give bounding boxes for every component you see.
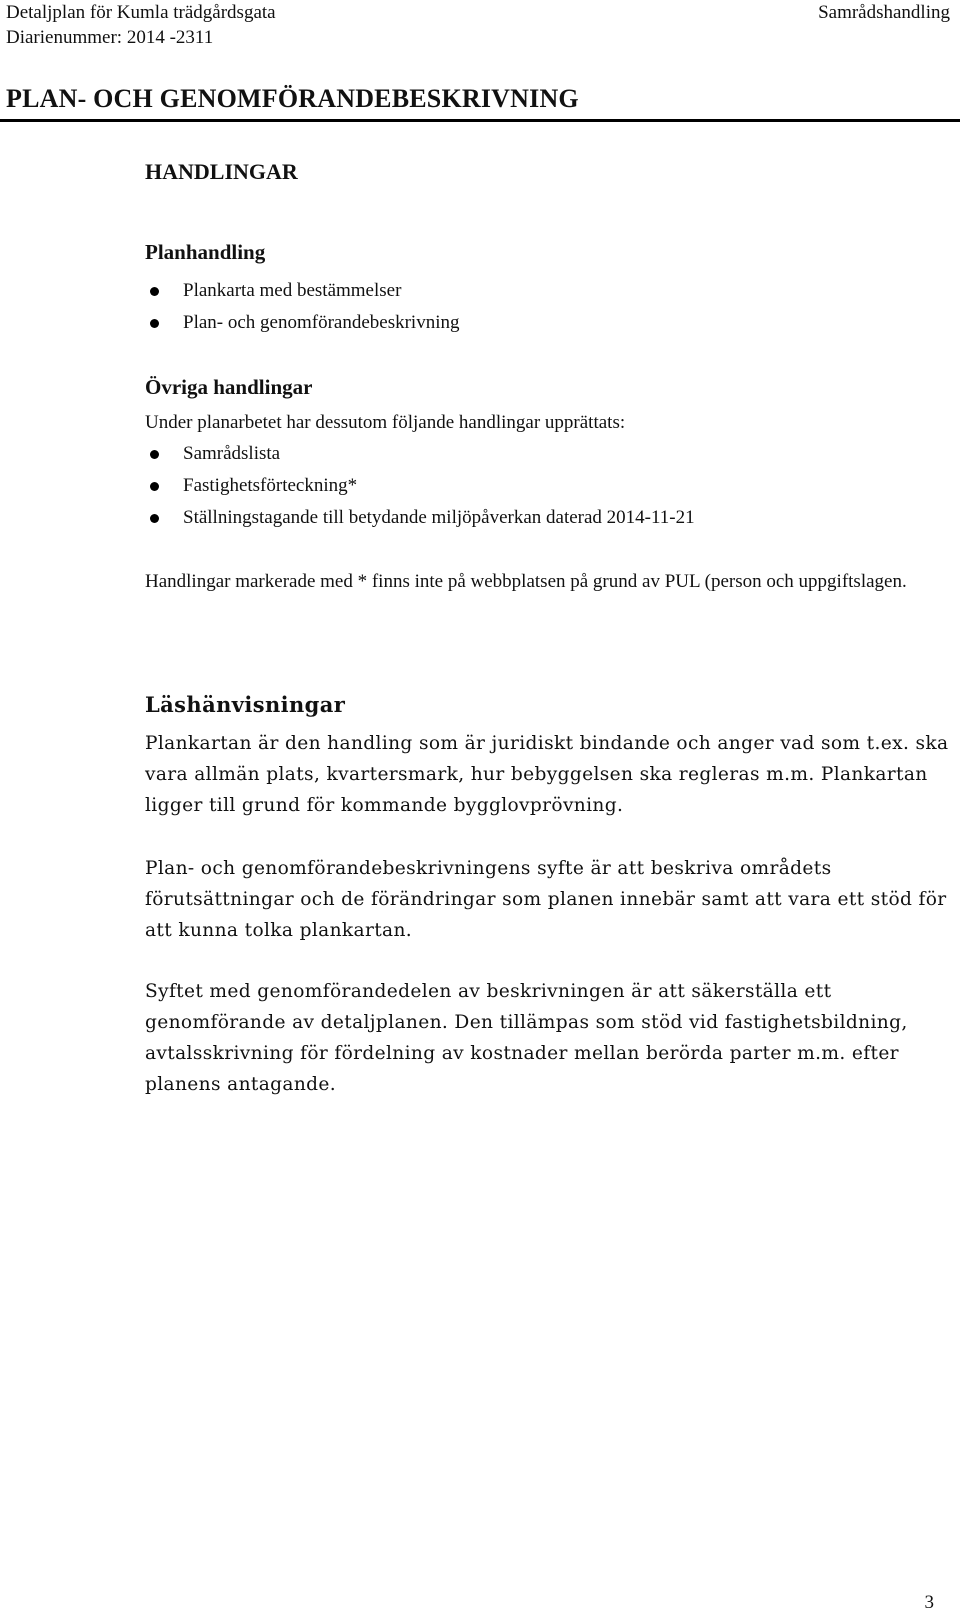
section-heading-lashanvisningar: Läshänvisningar — [145, 692, 346, 717]
document-status: Samrådshandling — [818, 2, 950, 23]
bullet-icon — [150, 482, 159, 491]
subheading-planhandling: Planhandling — [145, 240, 266, 264]
paragraph-genomforande: Syftet med genomförandedelen av beskrivningen är att säkerställa ett genomförande av detaljplanen. Den tillämpas som stöd vid fastighetsbildning, avtalsskrivning för fördelning av kostnader mellan berörda parter m.m. efter planens antagande. — [145, 981, 908, 1095]
list-item: Fastighetsförteckning* — [145, 470, 925, 502]
ovriga-list — [145, 438, 925, 534]
list-item: Plankarta med bestämmelser — [145, 275, 925, 307]
subheading-ovriga-handlingar: Övriga handlingar — [145, 375, 313, 399]
paragraph-beskrivning-syfte: Plan- och genomförandebeskrivningens syfte är att beskriva områdets förutsättningar och de förändringar som planen innebär samt att vara ett stöd för att kunna tolka plankartan. — [145, 858, 947, 941]
page-number: 3 — [924, 1592, 934, 1613]
list-item: Samrådslista — [145, 438, 925, 470]
planhandling-list — [145, 275, 925, 339]
plan-name: Detaljplan för Kumla trädgårdsgata — [6, 2, 276, 23]
diary-number: Diarienummer: 2014 -2311 — [6, 27, 214, 48]
bullet-icon — [150, 319, 159, 328]
running-header-left — [6, 0, 276, 50]
ovriga-note: Handlingar markerade med * finns inte på webbplatsen på grund av PUL (person och uppgiftslagen. — [145, 571, 907, 592]
bullet-icon — [150, 287, 159, 296]
bullet-icon — [150, 450, 159, 459]
list-item: Plan- och genomförandebeskrivning — [145, 307, 925, 339]
list-item: Ställningstagande till betydande miljöpåverkan daterad 2014-11-21 — [145, 502, 925, 534]
document-title: PLAN- OCH GENOMFÖRANDEBESKRIVNING — [6, 84, 579, 113]
bullet-icon — [150, 514, 159, 523]
paragraph-plankartan: Plankartan är den handling som är juridiskt bindande och anger vad som t.ex. ska vara allmän plats, kvartersmark, hur bebyggelsen ska regleras m.m. Plankartan ligger till grund för kommande bygglovprövning. — [145, 733, 949, 816]
section-heading-handlingar: HANDLINGAR — [145, 159, 298, 184]
title-rule — [0, 119, 960, 122]
ovriga-intro: Under planarbetet har dessutom följande handlingar upprättats: — [145, 412, 626, 433]
